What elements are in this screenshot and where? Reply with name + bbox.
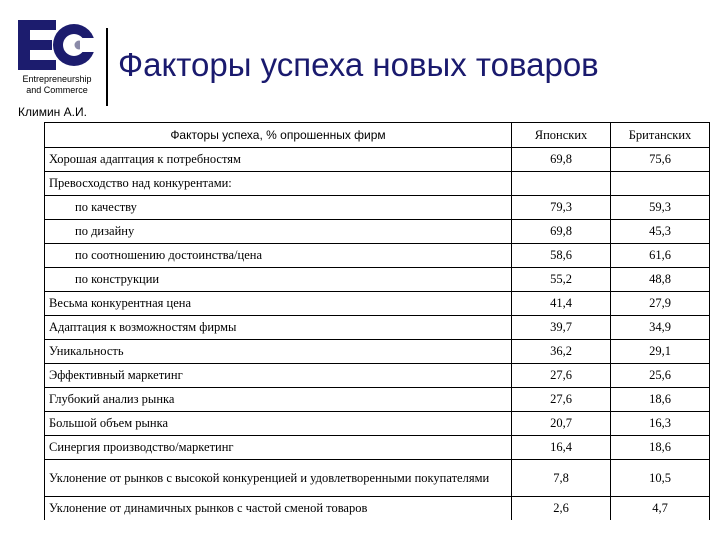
value-japan: 27,6	[512, 364, 611, 388]
factor-label: Эффективный маркетинг	[45, 364, 512, 388]
value-japan: 79,3	[512, 196, 611, 220]
table-row	[45, 292, 710, 316]
logo-line1: Entrepreneurship	[22, 74, 92, 84]
table-row	[45, 268, 710, 292]
table-row	[45, 412, 710, 436]
table-row	[45, 340, 710, 364]
factor-label: Уклонение от динамичных рынков с частой сменой товаров	[45, 497, 512, 521]
table-row	[45, 148, 710, 172]
value-japan: 58,6	[512, 244, 611, 268]
header-factors: Факторы успеха, % опрошенных фирм	[45, 123, 512, 148]
value-japan: 55,2	[512, 268, 611, 292]
value-japan: 69,8	[512, 220, 611, 244]
value-japan	[512, 172, 611, 196]
factor-label: Уклонение от рынков с высокой конкуренцией и удовлетворенными покупателями	[45, 460, 512, 497]
value-japan: 69,8	[512, 148, 611, 172]
value-britain: 27,9	[611, 292, 710, 316]
value-britain: 34,9	[611, 316, 710, 340]
value-britain: 18,6	[611, 436, 710, 460]
success-factors-table	[44, 122, 710, 520]
page-title: Факторы успеха новых товаров	[118, 46, 599, 83]
value-japan: 39,7	[512, 316, 611, 340]
value-britain: 4,7	[611, 497, 710, 521]
table-header-row	[45, 123, 710, 148]
value-japan: 20,7	[512, 412, 611, 436]
factor-label: по соотношению достоинства/цена	[45, 244, 512, 268]
value-britain: 29,1	[611, 340, 710, 364]
value-britain: 48,8	[611, 268, 710, 292]
divider	[106, 28, 108, 106]
value-britain: 75,6	[611, 148, 710, 172]
factor-label: Глубокий анализ рынка	[45, 388, 512, 412]
factor-label: по дизайну	[45, 220, 512, 244]
value-japan: 41,4	[512, 292, 611, 316]
author: Климин А.И.	[18, 105, 87, 119]
value-britain: 61,6	[611, 244, 710, 268]
logo	[12, 18, 102, 96]
value-japan: 36,2	[512, 340, 611, 364]
table-row	[45, 196, 710, 220]
factor-label: Адаптация к возможностям фирмы	[45, 316, 512, 340]
value-britain: 18,6	[611, 388, 710, 412]
factor-label: Весьма конкурентная цена	[45, 292, 512, 316]
factor-label: Хорошая адаптация к потребностям	[45, 148, 512, 172]
table-row	[45, 460, 710, 497]
factor-label: Синергия производство/маркетинг	[45, 436, 512, 460]
factor-label: Уникальность	[45, 340, 512, 364]
table-row	[45, 497, 710, 521]
table-row	[45, 244, 710, 268]
value-britain	[611, 172, 710, 196]
value-japan: 2,6	[512, 497, 611, 521]
table-row	[45, 316, 710, 340]
table-row	[45, 436, 710, 460]
header-japan: Японских	[512, 123, 611, 148]
value-japan: 7,8	[512, 460, 611, 497]
value-britain: 10,5	[611, 460, 710, 497]
logo-line2: and Commerce	[26, 85, 88, 95]
value-britain: 59,3	[611, 196, 710, 220]
value-britain: 45,3	[611, 220, 710, 244]
value-britain: 16,3	[611, 412, 710, 436]
value-britain: 25,6	[611, 364, 710, 388]
header-britain: Британских	[611, 123, 710, 148]
table-row	[45, 172, 710, 196]
ec-logo-icon	[16, 18, 96, 72]
factor-label: по конструкции	[45, 268, 512, 292]
factor-label: по качеству	[45, 196, 512, 220]
factor-label: Большой объем рынка	[45, 412, 512, 436]
table-row	[45, 220, 710, 244]
table-row	[45, 388, 710, 412]
value-japan: 16,4	[512, 436, 611, 460]
table-row	[45, 364, 710, 388]
value-japan: 27,6	[512, 388, 611, 412]
factor-label: Превосходство над конкурентами:	[45, 172, 512, 196]
